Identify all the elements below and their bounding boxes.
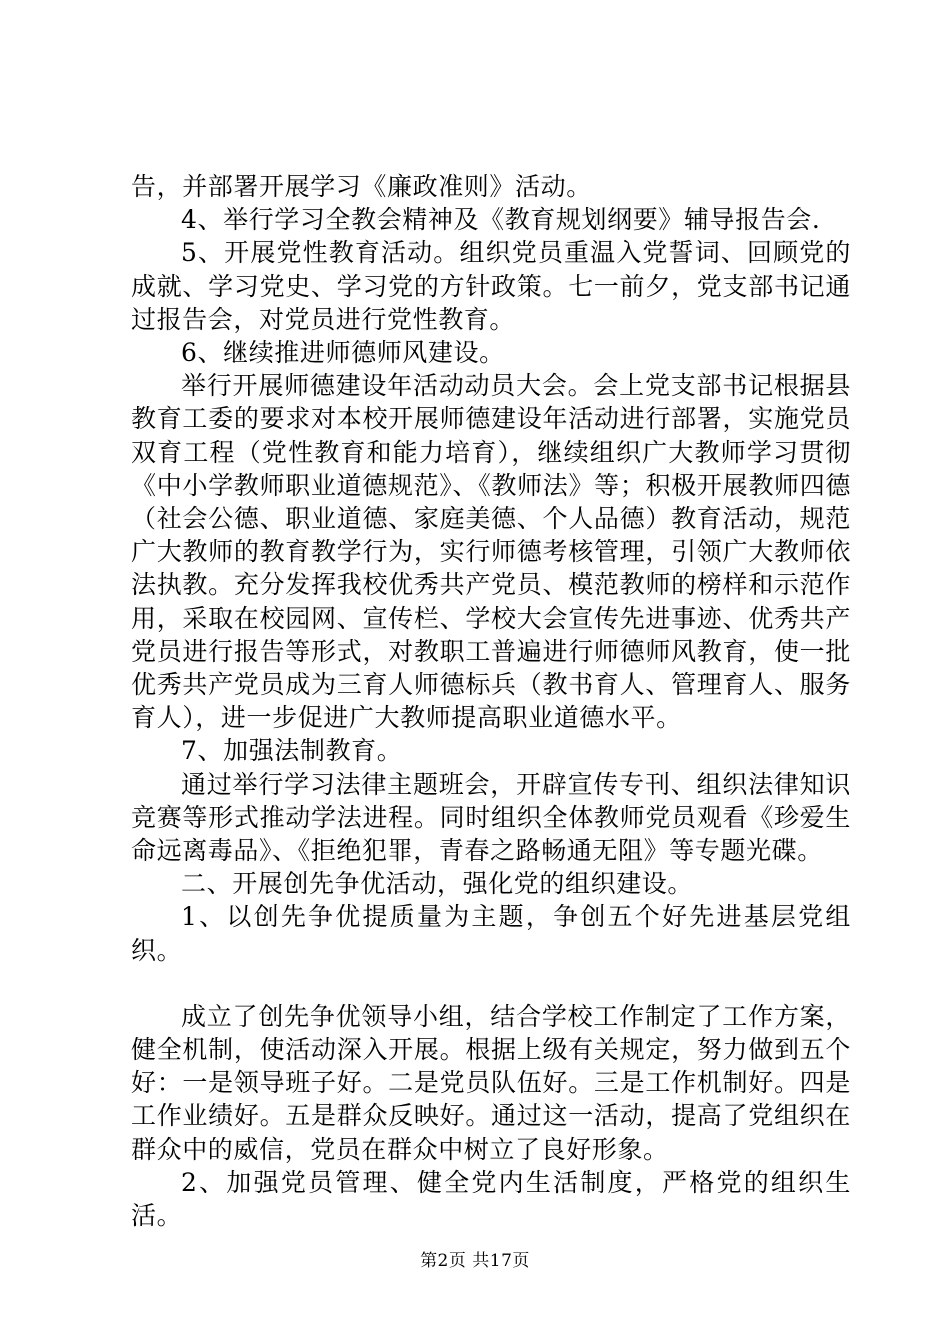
paragraph-spacer	[131, 967, 851, 1000]
document-body	[131, 170, 851, 1232]
paragraph-10: 成立了创先争优领导小组，结合学校工作制定了工作方案，健全机制，使活动深入开展。根据上级有关规定，努力做到五个好：一是领导班子好。二是党员队伍好。三是工作机制好。四是工作业绩好。五是群众反映好。通过这一活动，提高了党组织在群众中的威信，党员在群众中树立了良好形象。	[131, 1001, 851, 1164]
paragraph-1: 告，并部署开展学习《廉政准则》活动。	[131, 172, 592, 201]
paragraph-6: 7、加强法制教育。	[181, 736, 403, 766]
paragraph-2: 4、举行学习全教会精神及《教育规划纲要》辅导报告会.	[181, 205, 821, 235]
page-footer: 第2页 共17页	[420, 1251, 530, 1271]
paragraph-4: 6、继续推进师德师风建设。	[181, 338, 505, 368]
paragraph-3: 5、开展党性教育活动。组织党员重温入党誓词、回顾党的成就、学习党史、学习党的方针政策。七一前夕，党支部书记通过报告会，对党员进行党性教育。	[131, 238, 851, 334]
paragraph-8: 二、开展创先争优活动，强化党的组织建设。	[181, 869, 694, 899]
paragraph-7: 通过举行学习法律主题班会，开辟宣传专刊、组织法律知识竞赛等形式推动学法进程。同时组织全体教师党员观看《珍爱生命远离毒品》、《拒绝犯罪，青春之路畅通无阻》等专题光碟。	[131, 769, 851, 866]
paragraph-5: 举行开展师德建设年活动动员大会。会上党支部书记根据县教育工委的要求对本校开展师德建设年活动进行部署，实施党员双育工程（党性教育和能力培育），继续组织广大教师学习贯彻《中小学教师职业道德规范》、《教师法》等；积极开展教师四德（社会公德、职业道德、家庭美德、个人品德）教育活动，规范广大教师的教育教学行为，实行师德考核管理，引领广大教师依法执教。充分发挥我校优秀共产党员、模范教师的榜样和示范作用，采取在校园网、宣传栏、学校大会宣传先进事迹、优秀共产党员进行报告等形式，对教职工普遍进行师德师风教育，使一批优秀共产党员成为三育人师德标兵（教书育人、管理育人、服务育人），进一步促进广大教师提高职业道德水平。	[131, 371, 851, 733]
paragraph-11: 2、加强党员管理、健全党内生活制度，严格党的组织生活。	[131, 1167, 851, 1231]
paragraph-9: 1、以创先争优提质量为主题，争创五个好先进基层党组织。	[131, 902, 851, 965]
